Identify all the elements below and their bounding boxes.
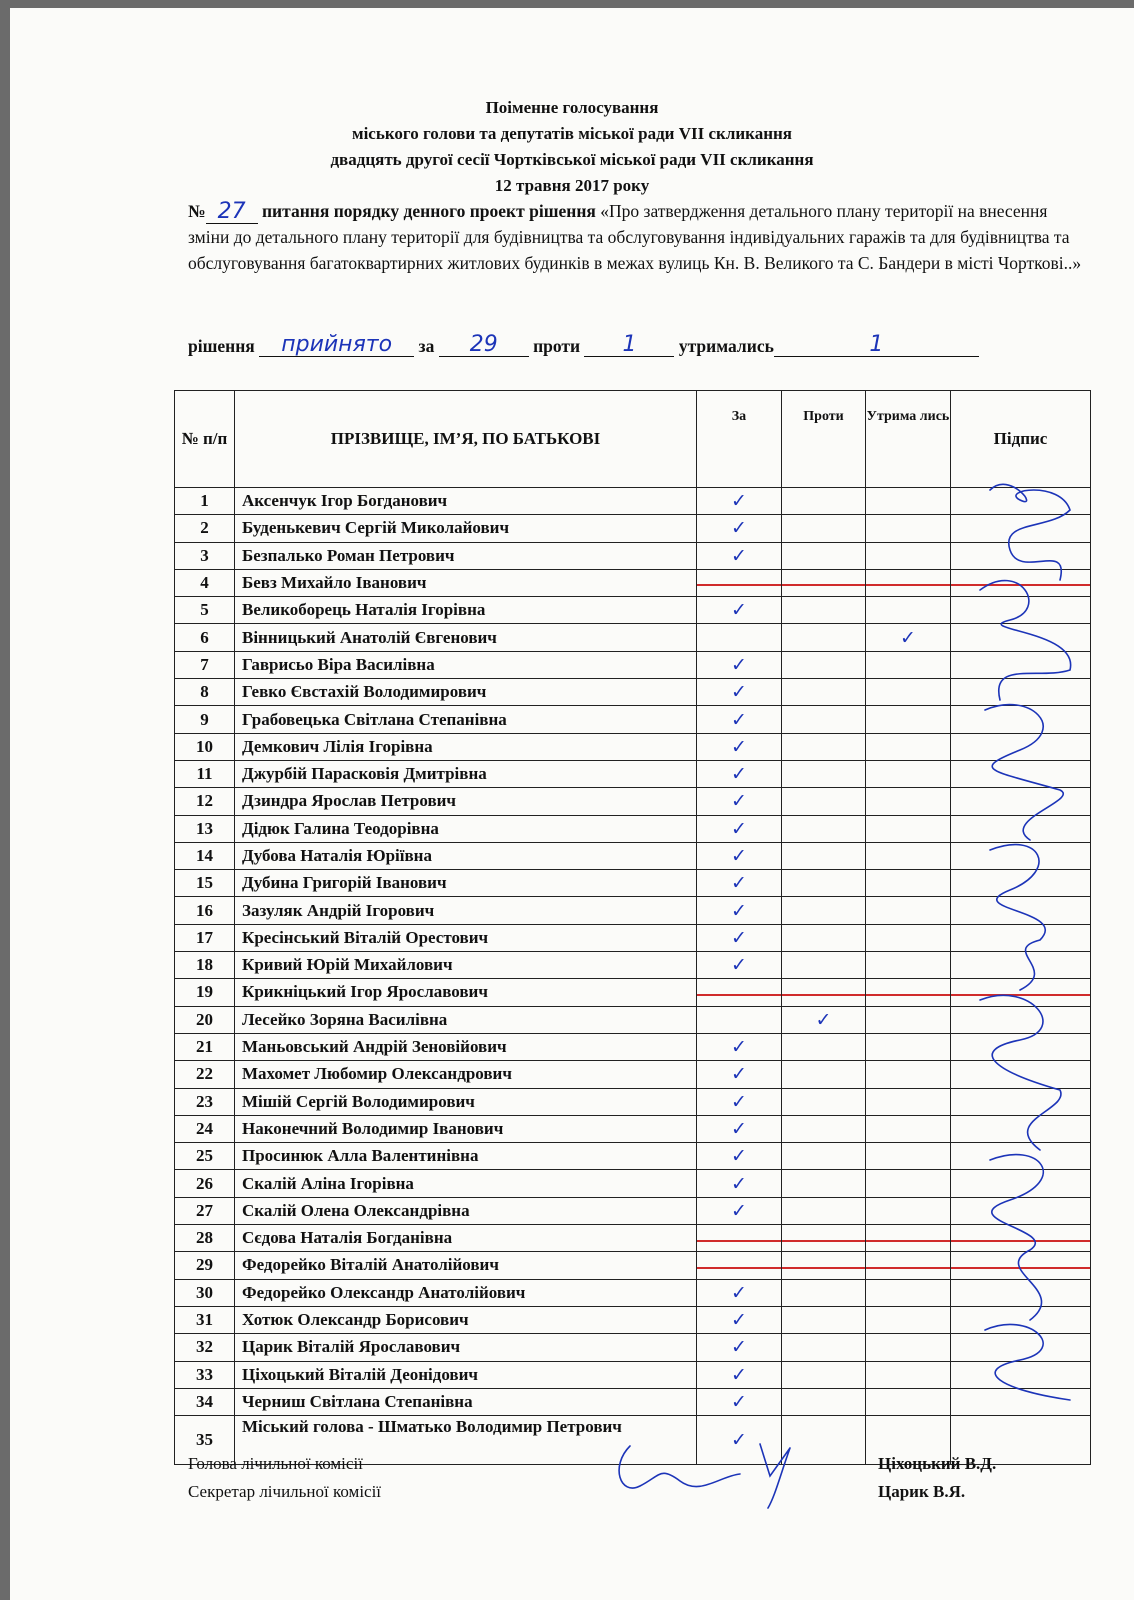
row-number: 34 <box>175 1388 235 1415</box>
deputy-name: Джурбій Парасковія Дмитрівна <box>235 760 697 787</box>
row-number: 2 <box>175 515 235 542</box>
vote-utrym-cell <box>866 651 951 678</box>
vote-proty-cell <box>782 842 866 869</box>
vote-za-cell: ✓ <box>697 815 782 842</box>
vote-proty-cell <box>782 1061 866 1088</box>
row-number: 1 <box>175 488 235 515</box>
table-row <box>175 542 1091 569</box>
vote-za-cell: ✓ <box>697 706 782 733</box>
deputy-name: Ціхоцький Віталій Деонідович <box>235 1361 697 1388</box>
vote-za-cell <box>697 979 782 1006</box>
vote-proty-cell <box>782 515 866 542</box>
vote-proty-cell <box>782 760 866 787</box>
row-number: 26 <box>175 1170 235 1197</box>
vote-utrym-cell <box>866 597 951 624</box>
vote-za-cell: ✓ <box>697 788 782 815</box>
title-date: 12 травня 2017 року <box>494 176 650 195</box>
row-number: 11 <box>175 760 235 787</box>
vote-utrym-cell <box>866 515 951 542</box>
vote-proty-cell <box>782 952 866 979</box>
za-label: за <box>418 336 435 356</box>
deputy-name: Лесейко Зоряна Василівна <box>235 1006 697 1033</box>
vote-proty-cell <box>782 1279 866 1306</box>
signature-scribble <box>985 1324 1070 1400</box>
row-number: 24 <box>175 1115 235 1142</box>
deputy-name: Вінницький Анатолій Євгенович <box>235 624 697 651</box>
table-row <box>175 1088 1091 1115</box>
row-number: 9 <box>175 706 235 733</box>
vote-proty-cell <box>782 706 866 733</box>
row-number: 21 <box>175 1033 235 1060</box>
row-number: 5 <box>175 597 235 624</box>
table-row <box>175 1061 1091 1088</box>
table-row <box>175 624 1091 651</box>
table-row <box>175 979 1091 1006</box>
vote-za-cell: ✓ <box>697 842 782 869</box>
question-text: «Про затвердження детального плану території на внесення зміни до детального плану території для будівництва та обслуговування індивідуальних гаражів та для будівництва та обслуговування багатоквартирних житлових будинків в межах вулиць Кн. В. Великого та С. Бандери в місті Чорткові..» <box>188 201 1082 273</box>
vote-proty-cell: ✓ <box>782 1006 866 1033</box>
row-number: 32 <box>175 1334 235 1361</box>
signature-scribble <box>980 995 1061 1150</box>
row-number: 4 <box>175 569 235 596</box>
vote-proty-cell <box>782 1361 866 1388</box>
vote-utrym-cell <box>866 897 951 924</box>
vote-za-cell: ✓ <box>697 1061 782 1088</box>
signatures-column <box>970 470 1090 1410</box>
table-row <box>175 1006 1091 1033</box>
secretary-label: Секретар лічильної комісії <box>188 1482 382 1501</box>
deputy-name: Махомет Любомир Олександрович <box>235 1061 697 1088</box>
row-number: 25 <box>175 1143 235 1170</box>
table-row <box>175 1334 1091 1361</box>
col-header-za: За <box>697 391 782 488</box>
vote-za-cell <box>697 569 782 596</box>
col-header-sign: Підпис <box>951 391 1091 488</box>
deputy-name: Аксенчук Ігор Богданович <box>235 488 697 515</box>
vote-za-cell: ✓ <box>697 1388 782 1415</box>
row-number: 35 <box>175 1416 235 1465</box>
table-row <box>175 1279 1091 1306</box>
vote-utrym-cell <box>866 842 951 869</box>
vote-proty-cell <box>782 1033 866 1060</box>
col-header-utrym: Утрима лись <box>866 391 951 488</box>
vote-za-cell <box>697 1225 782 1252</box>
vote-za-cell: ✓ <box>697 597 782 624</box>
vote-proty-cell <box>782 1388 866 1415</box>
vote-za-cell: ✓ <box>697 515 782 542</box>
col-header-proty: Проти <box>782 391 866 488</box>
vote-proty-cell <box>782 624 866 651</box>
row-number: 23 <box>175 1088 235 1115</box>
row-number: 28 <box>175 1225 235 1252</box>
row-number: 8 <box>175 679 235 706</box>
vote-za-cell: ✓ <box>697 1115 782 1142</box>
deputy-name: Кривий Юрій Михайлович <box>235 952 697 979</box>
vote-proty-cell <box>782 924 866 951</box>
vote-utrym-cell <box>866 1252 951 1279</box>
vote-za-cell: ✓ <box>697 1170 782 1197</box>
table-header-row <box>175 391 1091 488</box>
deputy-name: Бевз Михайло Іванович <box>235 569 697 596</box>
row-number: 20 <box>175 1006 235 1033</box>
col-header-num: № п/п <box>175 391 235 488</box>
row-number: 10 <box>175 733 235 760</box>
vote-utrym-cell <box>866 760 951 787</box>
vote-za-cell <box>697 624 782 651</box>
question-number-prefix: № <box>188 201 206 221</box>
vote-utrym-cell <box>866 1033 951 1060</box>
table-row <box>175 924 1091 951</box>
deputy-name: Просинюк Алла Валентинівна <box>235 1143 697 1170</box>
row-number: 18 <box>175 952 235 979</box>
vote-proty-cell <box>782 897 866 924</box>
row-number: 3 <box>175 542 235 569</box>
vote-za-cell: ✓ <box>697 488 782 515</box>
vote-za-cell: ✓ <box>697 760 782 787</box>
vote-za-cell: ✓ <box>697 870 782 897</box>
signature-scribble <box>990 484 1070 580</box>
row-number: 14 <box>175 842 235 869</box>
vote-proty-cell <box>782 1252 866 1279</box>
vote-utrym-cell <box>866 870 951 897</box>
deputy-name: Дубина Григорій Іванович <box>235 870 697 897</box>
vote-za-cell <box>697 1252 782 1279</box>
row-number: 7 <box>175 651 235 678</box>
signature-scribble <box>985 705 1063 840</box>
vote-za-cell: ✓ <box>697 733 782 760</box>
vote-za-cell <box>697 1006 782 1033</box>
table-row <box>175 1115 1091 1142</box>
deputy-name: Черниш Світлана Степанівна <box>235 1388 697 1415</box>
table-row <box>175 679 1091 706</box>
table-row <box>175 1361 1091 1388</box>
vote-utrym-cell <box>866 488 951 515</box>
deputy-name: Мішій Сергій Володимирович <box>235 1088 697 1115</box>
table-row <box>175 1033 1091 1060</box>
deputy-name: Зазуляк Андрій Ігорович <box>235 897 697 924</box>
decision-label: рішення <box>188 336 255 356</box>
deputy-name: Кресінський Віталій Орестович <box>235 924 697 951</box>
vote-utrym-cell <box>866 1115 951 1142</box>
row-number: 30 <box>175 1279 235 1306</box>
table-row <box>175 488 1091 515</box>
vote-utrym-cell <box>866 1197 951 1224</box>
vote-utrym-cell <box>866 952 951 979</box>
table-row <box>175 1143 1091 1170</box>
table-row <box>175 597 1091 624</box>
vote-utrym-cell <box>866 1279 951 1306</box>
deputy-name: Наконечний Володимир Іванович <box>235 1115 697 1142</box>
document-sheet <box>10 8 1134 1600</box>
row-number: 33 <box>175 1361 235 1388</box>
za-count-handwritten: 29 <box>439 334 529 357</box>
vote-proty-cell <box>782 1306 866 1333</box>
table-row <box>175 1225 1091 1252</box>
vote-proty-cell <box>782 1170 866 1197</box>
table-row <box>175 842 1091 869</box>
vote-proty-cell <box>782 1115 866 1142</box>
table-row <box>175 515 1091 542</box>
vote-utrym-cell <box>866 1170 951 1197</box>
row-number: 31 <box>175 1306 235 1333</box>
vote-utrym-cell <box>866 1388 951 1415</box>
vote-utrym-cell <box>866 1088 951 1115</box>
vote-proty-cell <box>782 1225 866 1252</box>
table-row <box>175 706 1091 733</box>
vote-utrym-cell <box>866 733 951 760</box>
deputy-name: Безпалько Роман Петрович <box>235 542 697 569</box>
vote-proty-cell <box>782 1197 866 1224</box>
vote-za-cell: ✓ <box>697 651 782 678</box>
vote-za-cell: ✓ <box>697 679 782 706</box>
vote-proty-cell <box>782 1143 866 1170</box>
vote-za-cell: ✓ <box>697 1361 782 1388</box>
deputy-name: Федорейко Олександр Анатолійович <box>235 1279 697 1306</box>
table-row <box>175 788 1091 815</box>
vote-za-cell: ✓ <box>697 1088 782 1115</box>
chair-name: Ціхоцький В.Д. <box>878 1454 997 1473</box>
agenda-question <box>188 198 1088 276</box>
row-number: 19 <box>175 979 235 1006</box>
decision-result-handwritten: прийнято <box>259 334 414 357</box>
commission-signatures <box>590 1436 860 1516</box>
table-row <box>175 1170 1091 1197</box>
vote-utrym-cell <box>866 815 951 842</box>
title-line-3: двадцять другої сесії Чортківської міської ради VII скликання <box>330 150 814 169</box>
table-row <box>175 952 1091 979</box>
vote-za-cell: ✓ <box>697 924 782 951</box>
table-row <box>175 651 1091 678</box>
table-row <box>175 760 1091 787</box>
title-line-1: Поіменне голосування <box>485 98 659 117</box>
deputy-name: Гаврисьо Віра Василівна <box>235 651 697 678</box>
vote-utrym-cell <box>866 924 951 951</box>
row-number: 6 <box>175 624 235 651</box>
deputy-name: Дідюк Галина Теодорівна <box>235 815 697 842</box>
deputy-name: Хотюк Олександр Борисович <box>235 1306 697 1333</box>
vote-utrym-cell <box>866 1061 951 1088</box>
deputy-name: Сєдова Наталія Богданівна <box>235 1225 697 1252</box>
deputy-name: Федорейко Віталій Анатолійович <box>235 1252 697 1279</box>
table-row <box>175 1306 1091 1333</box>
deputy-name: Дубова Наталія Юріївна <box>235 842 697 869</box>
vote-utrym-cell <box>866 1306 951 1333</box>
vote-table <box>174 390 1091 1465</box>
deputy-name: Крикніцький Ігор Ярославович <box>235 979 697 1006</box>
vote-za-cell: ✓ <box>697 542 782 569</box>
vote-utrym-cell <box>866 542 951 569</box>
vote-proty-cell <box>782 815 866 842</box>
title-line-2: міського голови та депутатів міської ради VII скликання <box>352 124 792 143</box>
deputy-name: Скалій Олена Олександрівна <box>235 1197 697 1224</box>
signature-scribble <box>619 1446 740 1488</box>
vote-za-cell: ✓ <box>697 1143 782 1170</box>
deputy-name: Маньовський Андрій Зеновійович <box>235 1033 697 1060</box>
vote-proty-cell <box>782 733 866 760</box>
table-row <box>175 1388 1091 1415</box>
vote-proty-cell <box>782 1088 866 1115</box>
question-number-handwritten: 27 <box>206 201 258 224</box>
vote-proty-cell <box>782 870 866 897</box>
vote-proty-cell <box>782 651 866 678</box>
row-number: 15 <box>175 870 235 897</box>
deputy-name: Міський голова - Шматько Володимир Петрович <box>235 1416 697 1465</box>
table-row <box>175 1252 1091 1279</box>
vote-proty-cell <box>782 597 866 624</box>
signature-scribble <box>990 845 1045 990</box>
table-row <box>175 1197 1091 1224</box>
vote-utrym-cell <box>866 1225 951 1252</box>
vote-proty-cell <box>782 1334 866 1361</box>
vote-za-cell: ✓ <box>697 1416 782 1465</box>
utrym-label: утримались <box>678 336 774 356</box>
row-number: 22 <box>175 1061 235 1088</box>
vote-utrym-cell <box>866 569 951 596</box>
vote-za-cell: ✓ <box>697 1197 782 1224</box>
vote-utrym-cell <box>866 1361 951 1388</box>
deputy-name: Скалій Аліна Ігорівна <box>235 1170 697 1197</box>
vote-utrym-cell <box>866 706 951 733</box>
vote-proty-cell <box>782 488 866 515</box>
row-number: 17 <box>175 924 235 951</box>
secretary-name: Царик В.Я. <box>878 1482 966 1501</box>
vote-utrym-cell <box>866 679 951 706</box>
vote-za-cell: ✓ <box>697 1334 782 1361</box>
table-row <box>175 815 1091 842</box>
row-number: 16 <box>175 897 235 924</box>
vote-za-cell: ✓ <box>697 952 782 979</box>
vote-proty-cell <box>782 542 866 569</box>
vote-utrym-cell <box>866 979 951 1006</box>
signature-scribble <box>760 1444 790 1508</box>
deputy-name: Буденькевич Сергій Миколайович <box>235 515 697 542</box>
signature-scribble <box>980 581 1071 700</box>
table-row <box>175 870 1091 897</box>
utrym-count-handwritten: 1 <box>774 334 979 357</box>
vote-za-cell: ✓ <box>697 1033 782 1060</box>
decision-line <box>188 334 1088 357</box>
proty-label: проти <box>533 336 581 356</box>
table-row <box>175 733 1091 760</box>
chair-label: Голова лічильної комісії <box>188 1454 363 1473</box>
question-label: питання порядку денного проект рішення <box>261 201 596 221</box>
vote-utrym-cell <box>866 1006 951 1033</box>
table-row <box>175 897 1091 924</box>
vote-za-cell: ✓ <box>697 1306 782 1333</box>
vote-utrym-cell <box>866 1143 951 1170</box>
row-number: 29 <box>175 1252 235 1279</box>
vote-proty-cell <box>782 569 866 596</box>
deputy-name: Великоборець Наталія Ігорівна <box>235 597 697 624</box>
col-header-name: ПРІЗВИЩЕ, ІМ’Я, ПО БАТЬКОВІ <box>235 391 697 488</box>
vote-utrym-cell: ✓ <box>866 624 951 651</box>
proty-count-handwritten: 1 <box>584 334 674 357</box>
deputy-name: Гевко Євстахій Володимирович <box>235 679 697 706</box>
signature-scribble <box>990 1155 1043 1320</box>
deputy-name: Царик Віталій Ярославович <box>235 1334 697 1361</box>
vote-za-cell: ✓ <box>697 897 782 924</box>
vote-proty-cell <box>782 979 866 1006</box>
deputy-name: Демкович Лілія Ігорівна <box>235 733 697 760</box>
row-number: 12 <box>175 788 235 815</box>
vote-proty-cell <box>782 679 866 706</box>
table-row <box>175 569 1091 596</box>
deputy-name: Грабовецька Світлана Степанівна <box>235 706 697 733</box>
vote-utrym-cell <box>866 1334 951 1361</box>
row-number: 27 <box>175 1197 235 1224</box>
row-number: 13 <box>175 815 235 842</box>
deputy-name: Дзиндра Ярослав Петрович <box>235 788 697 815</box>
vote-za-cell: ✓ <box>697 1279 782 1306</box>
vote-utrym-cell <box>866 788 951 815</box>
vote-proty-cell <box>782 788 866 815</box>
